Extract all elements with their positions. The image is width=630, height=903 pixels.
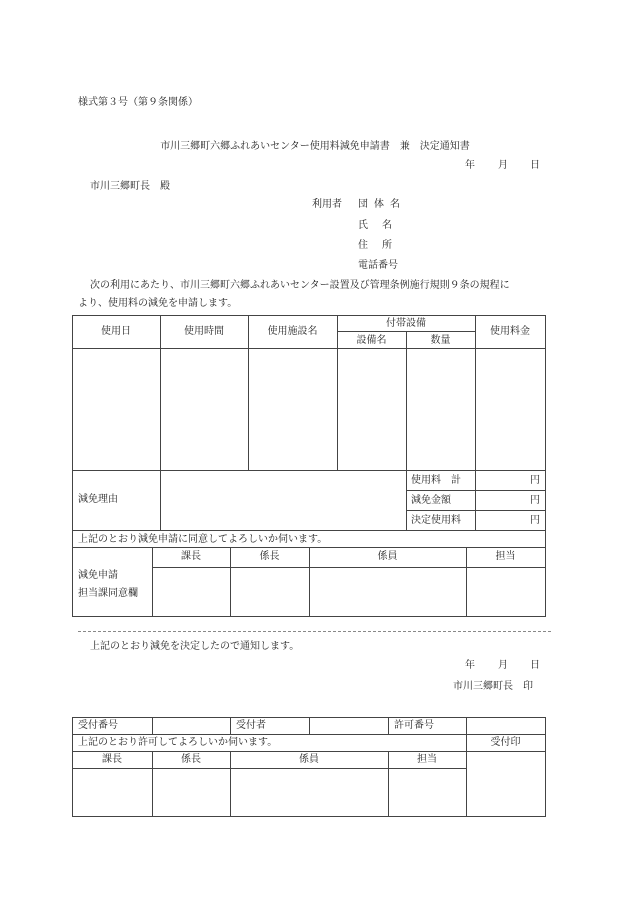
decision-date-year: 年 [465, 660, 475, 671]
consent-col-section-chief: 課長 [181, 551, 201, 562]
col-header-fee: 使用料金 [490, 326, 530, 337]
request-text-line1: 次の利用にあたり、市川三郷町六郷ふれあいセンター設置及び管理条例施行規則９条の規程に [90, 280, 510, 291]
date-day: 日 [530, 160, 540, 171]
cut-line-divider [78, 631, 551, 632]
reception-col-section-chief: 課長 [102, 754, 122, 765]
permit-number-label: 許可番号 [394, 720, 434, 731]
date-month: 月 [498, 160, 508, 171]
consent-label-line2: 担当課同意欄 [78, 588, 138, 599]
reception-col-subsection-chief: 係長 [181, 754, 201, 765]
col-header-time: 使用時間 [184, 326, 224, 337]
permission-note: 上記のとおり許可してよろしいか伺います。 [78, 737, 278, 748]
final-fee-label: 決定使用料 [411, 515, 461, 526]
applicant-name-label: 氏名 [358, 220, 406, 231]
reduction-reason-label: 減免理由 [78, 494, 118, 505]
decision-date-month: 月 [498, 660, 508, 671]
fee-total-unit: 円 [530, 475, 540, 486]
consent-col-in-charge: 担当 [495, 551, 516, 562]
reception-col-in-charge: 担当 [417, 754, 437, 765]
fee-total-label: 使用料 計 [411, 475, 461, 486]
reduction-amount-label: 減免金額 [411, 495, 451, 506]
col-header-date: 使用日 [101, 326, 131, 337]
col-header-equipment: 付帯設備 [386, 318, 426, 329]
request-text-line2: より、使用料の減免を申請します。 [78, 298, 238, 309]
applicant-group-name-label: 団体名 [358, 199, 406, 210]
decision-date-day: 日 [530, 660, 540, 671]
col-header-equipment-name: 設備名 [356, 335, 387, 346]
consent-note: 上記のとおり減免申請に同意してよろしいか伺います。 [78, 534, 328, 545]
applicant-role-label: 利用者 [312, 199, 342, 210]
reduction-amount-unit: 円 [530, 495, 540, 506]
applicant-address-label: 住所 [358, 240, 406, 251]
consent-col-staff: 係員 [377, 551, 398, 562]
consent-label-line1: 減免申請 [78, 570, 118, 581]
form-number: 様式第３号（第９条関係） [78, 97, 198, 108]
receiver-label: 受付者 [236, 720, 266, 731]
applicant-phone-label: 電話番号 [358, 260, 398, 271]
consent-col-subsection-chief: 係長 [259, 551, 280, 562]
col-header-facility: 使用施設名 [267, 326, 318, 337]
reception-stamp-label: 受付印 [490, 737, 521, 748]
reception-col-staff: 係員 [299, 754, 319, 765]
col-header-quantity: 数量 [430, 335, 451, 346]
addressee: 市川三郷町長 殿 [90, 181, 170, 192]
date-year: 年 [465, 160, 475, 171]
page-title: 市川三郷町六郷ふれあいセンター使用料減免申請書 兼 決定通知書 [160, 141, 470, 152]
decision-issuer: 市川三郷町長 印 [453, 681, 533, 692]
receipt-number-label: 受付番号 [78, 720, 118, 731]
final-fee-unit: 円 [530, 515, 540, 526]
decision-text: 上記のとおり減免を決定したので通知します。 [90, 641, 300, 652]
